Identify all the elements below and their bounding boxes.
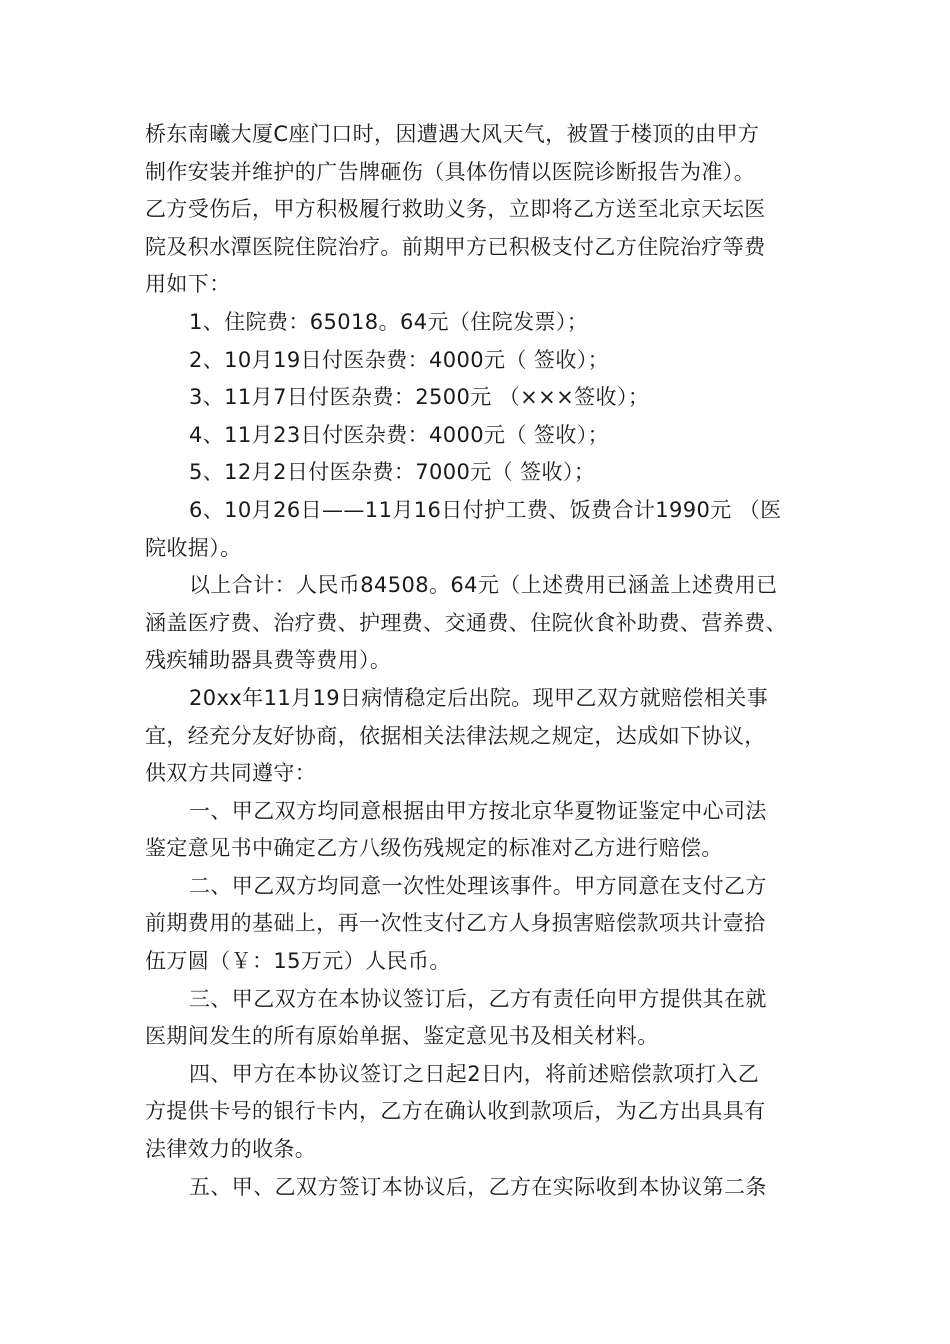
- text-line: 二、甲乙双方均同意一次性处理该事件。甲方同意在支付乙方: [189, 873, 767, 898]
- text-line: 20xx年11月19日病情稳定后出院。现甲乙双方就赔偿相关事: [189, 685, 769, 710]
- text-line: 6、10月26日——11月16日付护工费、饭费合计1990元 （医: [189, 497, 782, 522]
- text-line: 1、住院费：65018。64元（住院发票）；: [189, 309, 589, 334]
- text-line: 4、11月23日付医杂费：4000元（ 签收）；: [189, 422, 610, 447]
- text-line: 前期费用的基础上，再一次性支付乙方人身损害赔偿款项共计壹拾: [145, 911, 766, 936]
- text-line: 方提供卡号的银行卡内，乙方在确认收到款项后，为乙方出具具有: [145, 1099, 766, 1124]
- text-line: 用如下：: [145, 272, 231, 297]
- text-line: 四、甲方在本协议签订之日起2日内，将前述赔偿款项打入乙: [189, 1061, 760, 1086]
- text-line: 伍万圆（￥：15万元）人民币。: [145, 949, 451, 974]
- text-line: 医期间发生的所有原始单据、鉴定意见书及相关材料。: [145, 1024, 659, 1049]
- text-line: 2、10月19日付医杂费：4000元（ 签收）；: [189, 347, 610, 372]
- text-line: 鉴定意见书中确定乙方八级伤残规定的标准对乙方进行赔偿。: [145, 836, 723, 861]
- text-line: 院及积水潭医院住院治疗。前期甲方已积极支付乙方住院治疗等费: [145, 234, 766, 259]
- text-line: 涵盖医疗费、治疗费、护理费、交通费、住院伙食补助费、营养费、: [145, 610, 787, 635]
- text-line: 院收据）。: [145, 535, 242, 560]
- text-line: 3、11月7日付医杂费：2500元 （×××签收）；: [189, 385, 650, 410]
- text-line: 以上合计：人民币84508。64元（上述费用已涵盖上述费用已: [189, 573, 778, 598]
- text-line: 乙方受伤后，甲方积极履行救助义务，立即将乙方送至北京天坛医: [145, 197, 766, 222]
- text-line: 一、甲乙双方均同意根据由甲方按北京华夏物证鉴定中心司法: [189, 798, 767, 823]
- text-line: 制作安装并维护的广告牌砸伤（具体伤情以医院诊断报告为准）。: [145, 159, 756, 184]
- text-line: 宜，经充分友好协商，依据相关法律法规之规定，达成如下协议，: [145, 723, 766, 748]
- text-line: 5、12月2日付医杂费：7000元（ 签收）；: [189, 460, 596, 485]
- text-line: 桥东南曦大厦C座门口时，因遭遇大风天气，被置于楼顶的由甲方: [145, 122, 760, 146]
- text-line: 三、甲乙双方在本协议签订后，乙方有责任向甲方提供其在就: [189, 986, 767, 1011]
- text-line: 五、甲、乙双方签订本协议后，乙方在实际收到本协议第二条: [189, 1174, 767, 1199]
- text-line: 法律效力的收条。: [145, 1137, 317, 1162]
- agreement-text-body: [145, 116, 825, 1206]
- text-line: 供双方共同遵守：: [145, 761, 317, 786]
- text-line: 残疾辅助器具费等费用）。: [145, 648, 392, 673]
